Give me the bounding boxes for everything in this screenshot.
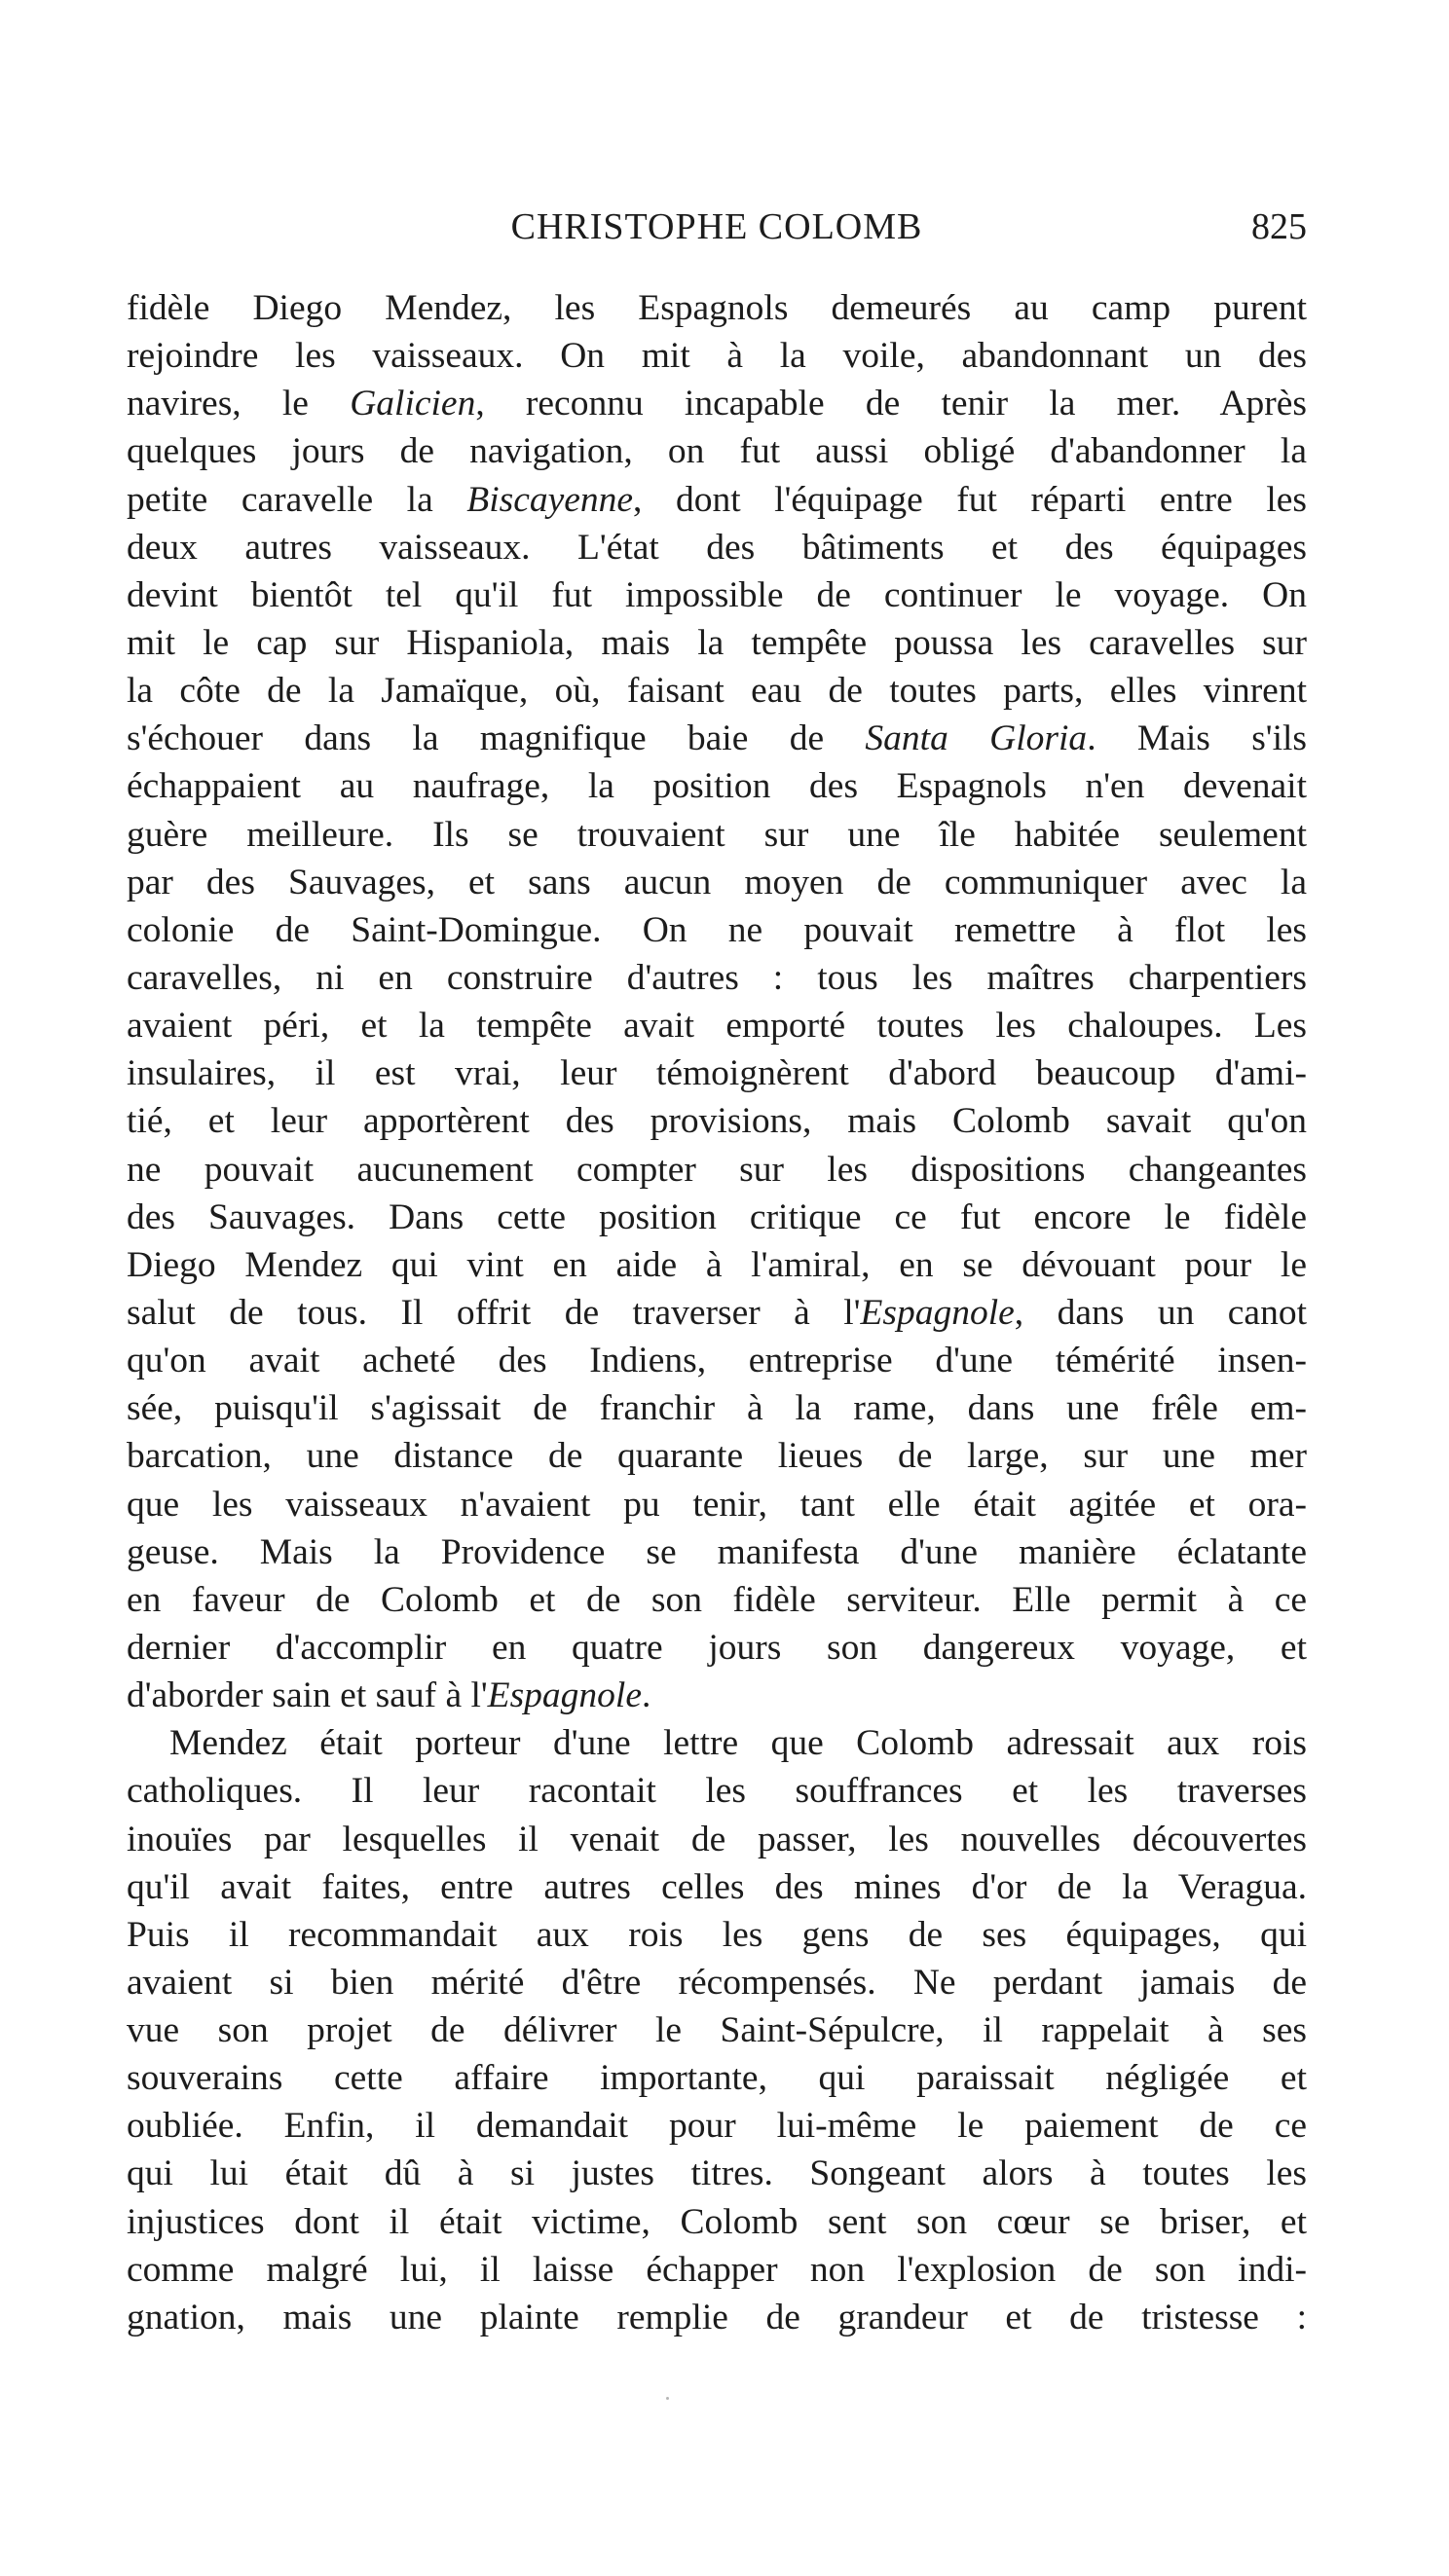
text-line: qu'il avait faites, entre autres celles des mines d'or de la Veragua. <box>127 1866 1307 1907</box>
text-line: sée, puisqu'il s'agissait de franchir à la rame, dans une frêle em- <box>127 1388 1307 1429</box>
text-line: avaient si bien mérité d'être récompensés. Ne perdant jamais de <box>127 1962 1307 2003</box>
text-line: souverains cette affaire importante, qui paraissait négligée et <box>127 2058 1307 2099</box>
text-line: Mendez était porteur d'une lettre que Colomb adressait aux rois <box>169 1723 1307 1764</box>
text-line: avaient péri, et la tempête avait emporté toutes les chaloupes. Les <box>127 1006 1307 1047</box>
text-line: qui lui était dû à si justes titres. Songeant alors à toutes les <box>127 2153 1307 2194</box>
text-line: quelques jours de navigation, on fut aussi obligé d'abandonner la <box>127 431 1307 472</box>
running-title: CHRISTOPHE COLOMB <box>510 206 923 247</box>
text-line: insulaires, il est vrai, leur témoignèrent d'abord beaucoup d'ami- <box>127 1053 1307 1094</box>
page-number: 825 <box>1251 206 1307 247</box>
text-line: vue son projet de délivrer le Saint-Sépulcre, il rappelait à ses <box>127 2010 1307 2051</box>
text-line: guère meilleure. Ils se trouvaient sur une île habitée seulement <box>127 814 1307 855</box>
text-line: dernier d'accomplir en quatre jours son dangereux voyage, et <box>127 1627 1307 1668</box>
text-line: oubliée. Enfin, il demandait pour lui-même le paiement de ce <box>127 2106 1307 2147</box>
text-line: caravelles, ni en construire d'autres : tous les maîtres charpentiers <box>127 957 1307 998</box>
text-line: colonie de Saint-Domingue. On ne pouvait remettre à flot les <box>127 909 1307 950</box>
text-line: par des Sauvages, et sans aucun moyen de communiquer avec la <box>127 862 1307 902</box>
text-line: comme malgré lui, il laisse échapper non l'explosion de son indi- <box>127 2249 1307 2290</box>
text-line: la côte de la Jamaïque, où, faisant eau de toutes parts, elles vinrent <box>127 671 1307 712</box>
text-line: des Sauvages. Dans cette position critique ce fut encore le fidèle <box>127 1196 1307 1237</box>
text-line: navires, le Galicien, reconnu incapable de tenir la mer. Après <box>127 384 1307 424</box>
text-line: barcation, une distance de quarante lieues de large, sur une mer <box>127 1436 1307 1477</box>
text-line: mit le cap sur Hispaniola, mais la tempête poussa les caravelles sur <box>127 622 1307 663</box>
text-line: Puis il recommandait aux rois les gens de ses équipages, qui <box>127 1914 1307 1955</box>
text-line: catholiques. Il leur racontait les souffrances et les traverses <box>127 1771 1307 1812</box>
text-line: deux autres vaisseaux. L'état des bâtiments et des équipages <box>127 527 1307 568</box>
text-line: petite caravelle la Biscayenne, dont l'équipage fut réparti entre les <box>127 479 1307 520</box>
text-line: rejoindre les vaisseaux. On mit à la voile, abandonnant un des <box>127 336 1307 377</box>
text-line: d'aborder sain et sauf à l'Espagnole. <box>127 1675 651 1716</box>
text-line: fidèle Diego Mendez, les Espagnols demeurés au camp purent <box>127 288 1307 328</box>
text-line: tié, et leur apportèrent des provisions, mais Colomb savait qu'on <box>127 1101 1307 1142</box>
text-line: ne pouvait aucunement compter sur les dispositions changeantes <box>127 1149 1307 1190</box>
text-line: devint bientôt tel qu'il fut impossible de continuer le voyage. On <box>127 574 1307 615</box>
running-head <box>127 202 1307 251</box>
text-line: que les vaisseaux n'avaient pu tenir, tant elle était agitée et ora- <box>127 1484 1307 1525</box>
body-text <box>127 284 1307 2341</box>
ink-speck <box>666 2397 669 2400</box>
text-line: gnation, mais une plainte remplie de grandeur et de tristesse : <box>127 2297 1307 2337</box>
text-line: en faveur de Colomb et de son fidèle serviteur. Elle permit à ce <box>127 1579 1307 1620</box>
text-line: geuse. Mais la Providence se manifesta d'une manière éclatante <box>127 1531 1307 1572</box>
text-line: injustices dont il était victime, Colomb sent son cœur se briser, et <box>127 2201 1307 2242</box>
text-line: Diego Mendez qui vint en aide à l'amiral, en se dévouant pour le <box>127 1244 1307 1285</box>
text-line: salut de tous. Il offrit de traverser à l'Espagnole, dans un canot <box>127 1292 1307 1333</box>
text-line: s'échouer dans la magnifique baie de Santa Gloria. Mais s'ils <box>127 718 1307 759</box>
text-line: qu'on avait acheté des Indiens, entreprise d'une témérité insen- <box>127 1341 1307 1381</box>
text-line: inouïes par lesquelles il venait de passer, les nouvelles découvertes <box>127 1819 1307 1859</box>
text-line: échappaient au naufrage, la position des Espagnols n'en devenait <box>127 766 1307 807</box>
